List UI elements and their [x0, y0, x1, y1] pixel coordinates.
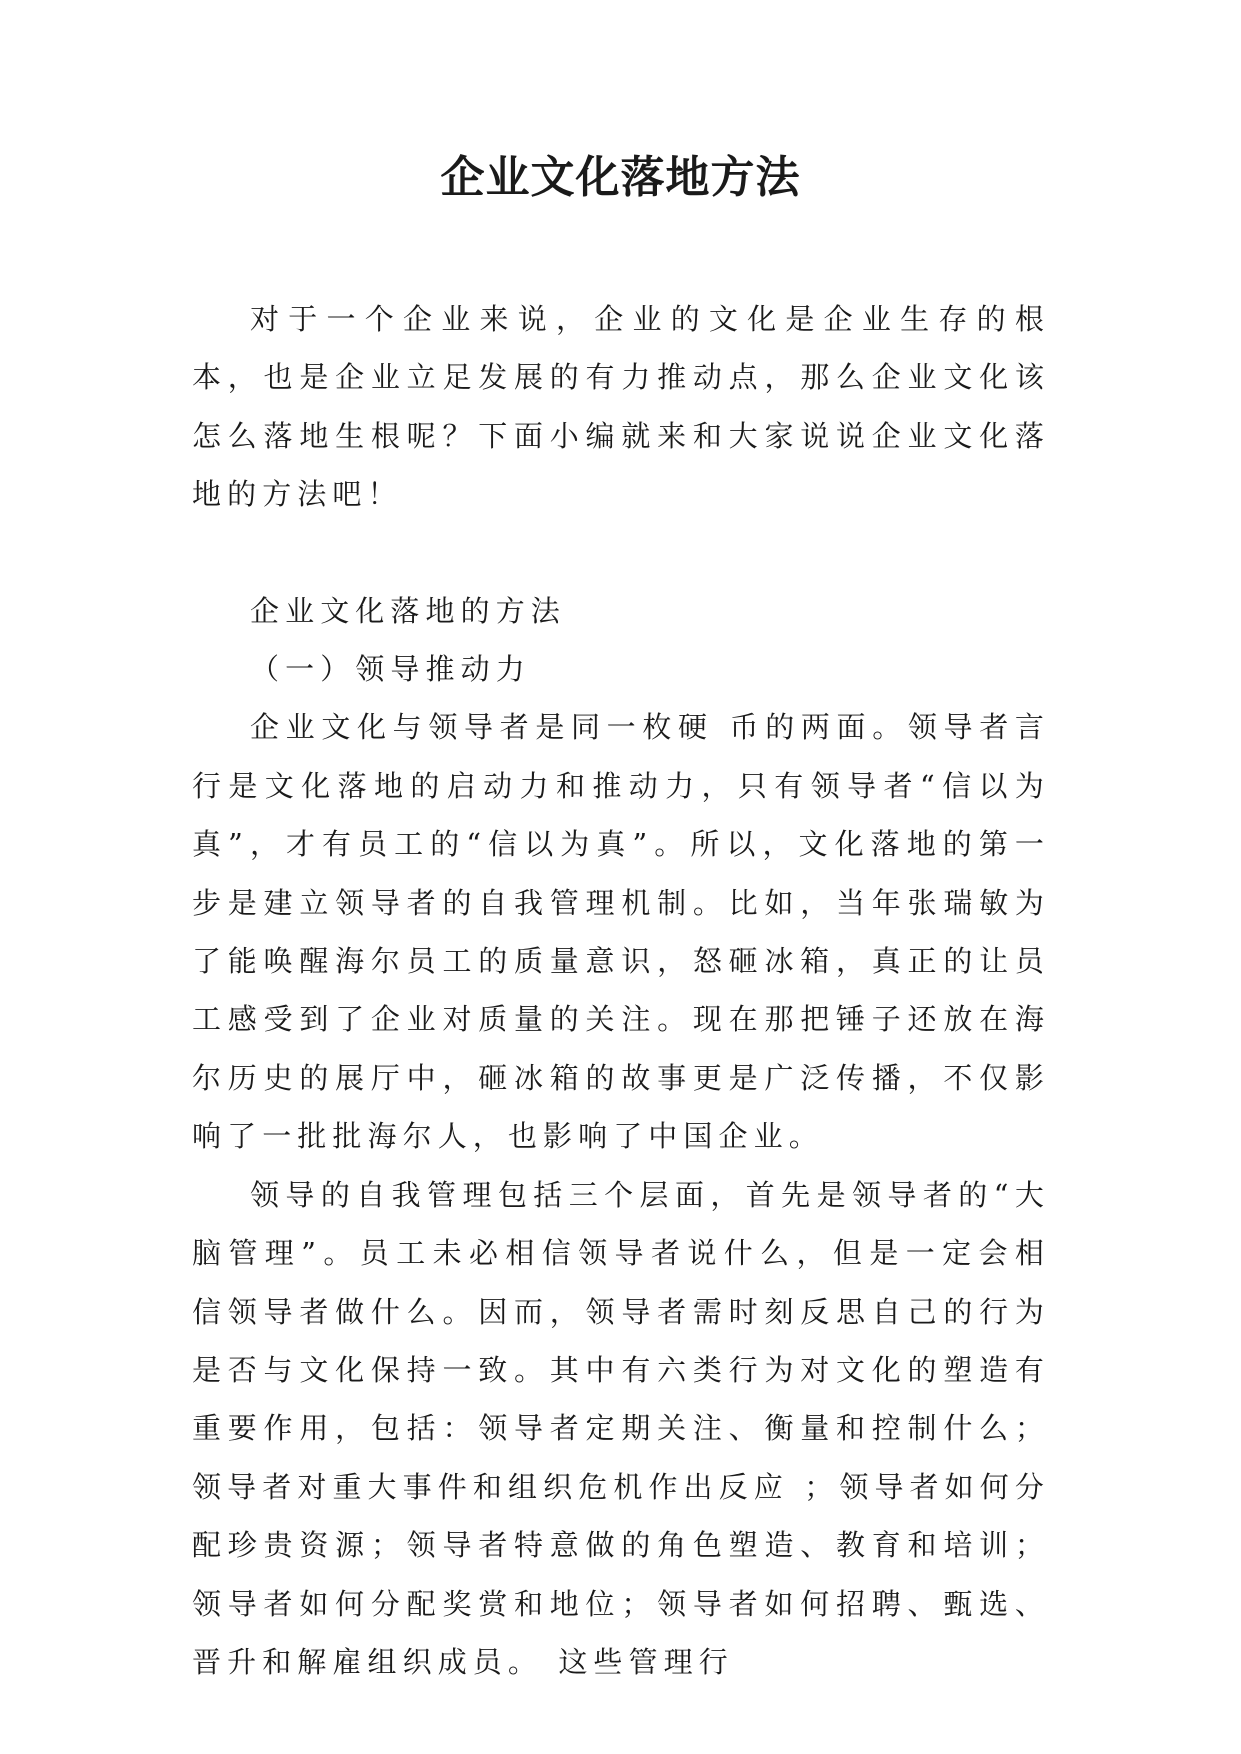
section-heading: 企业文化落地的方法 [250, 593, 566, 628]
body-paragraph-2: 领导的自我管理包括三个层面，首先是领导者的“大脑管理”。员工未必相信领导者说什么，但是一定会相信领导者做什么。因而，领导者需时刻反思自己的行为是否与文化保持一致。其中有六类行为对文化的塑造有重要作用，包括：领导者定期关注、衡量和控制什么；领导者对重大事件和组织危机作出反应 ；领导者如何分配珍贵资源；领导者特意做的角色塑造、教育和培训；领导者如何分配奖赏和地位；领导者如何招聘、甄选、晋升和解雇组织成员。 这些管理行 [192, 1177, 1050, 1679]
blank-line [192, 524, 1050, 582]
document-body [192, 290, 1050, 1691]
intro-paragraph: 对于一个企业来说，企业的文化是企业生存的根本，也是企业立足发展的有力推动点，那么企业文化该怎么落地生根呢？下面小编就来和大家说说企业文化落地的方法吧！ [192, 302, 1050, 512]
body-paragraph-1: 企业文化与领导者是同一枚硬 币的两面。领导者言行是文化落地的启动力和推动力，只有领导者“信以为真”，才有员工的“信以为真”。所以，文化落地的第一步是建立领导者的自我管理机制。比如，当年张瑞敏为了能唤醒海尔员工的质量意识，怒砸冰箱，真正的让员工感受到了企业对质量的关注。现在那把锤子还放在海尔历史的展厅中，砸冰箱的故事更是广泛传播，不仅影响了一批批海尔人，也影响了中国企业。 [192, 710, 1050, 1154]
subsection-heading: （一）领导推动力 [250, 652, 531, 687]
document-title: 企业文化落地方法 [440, 152, 801, 203]
